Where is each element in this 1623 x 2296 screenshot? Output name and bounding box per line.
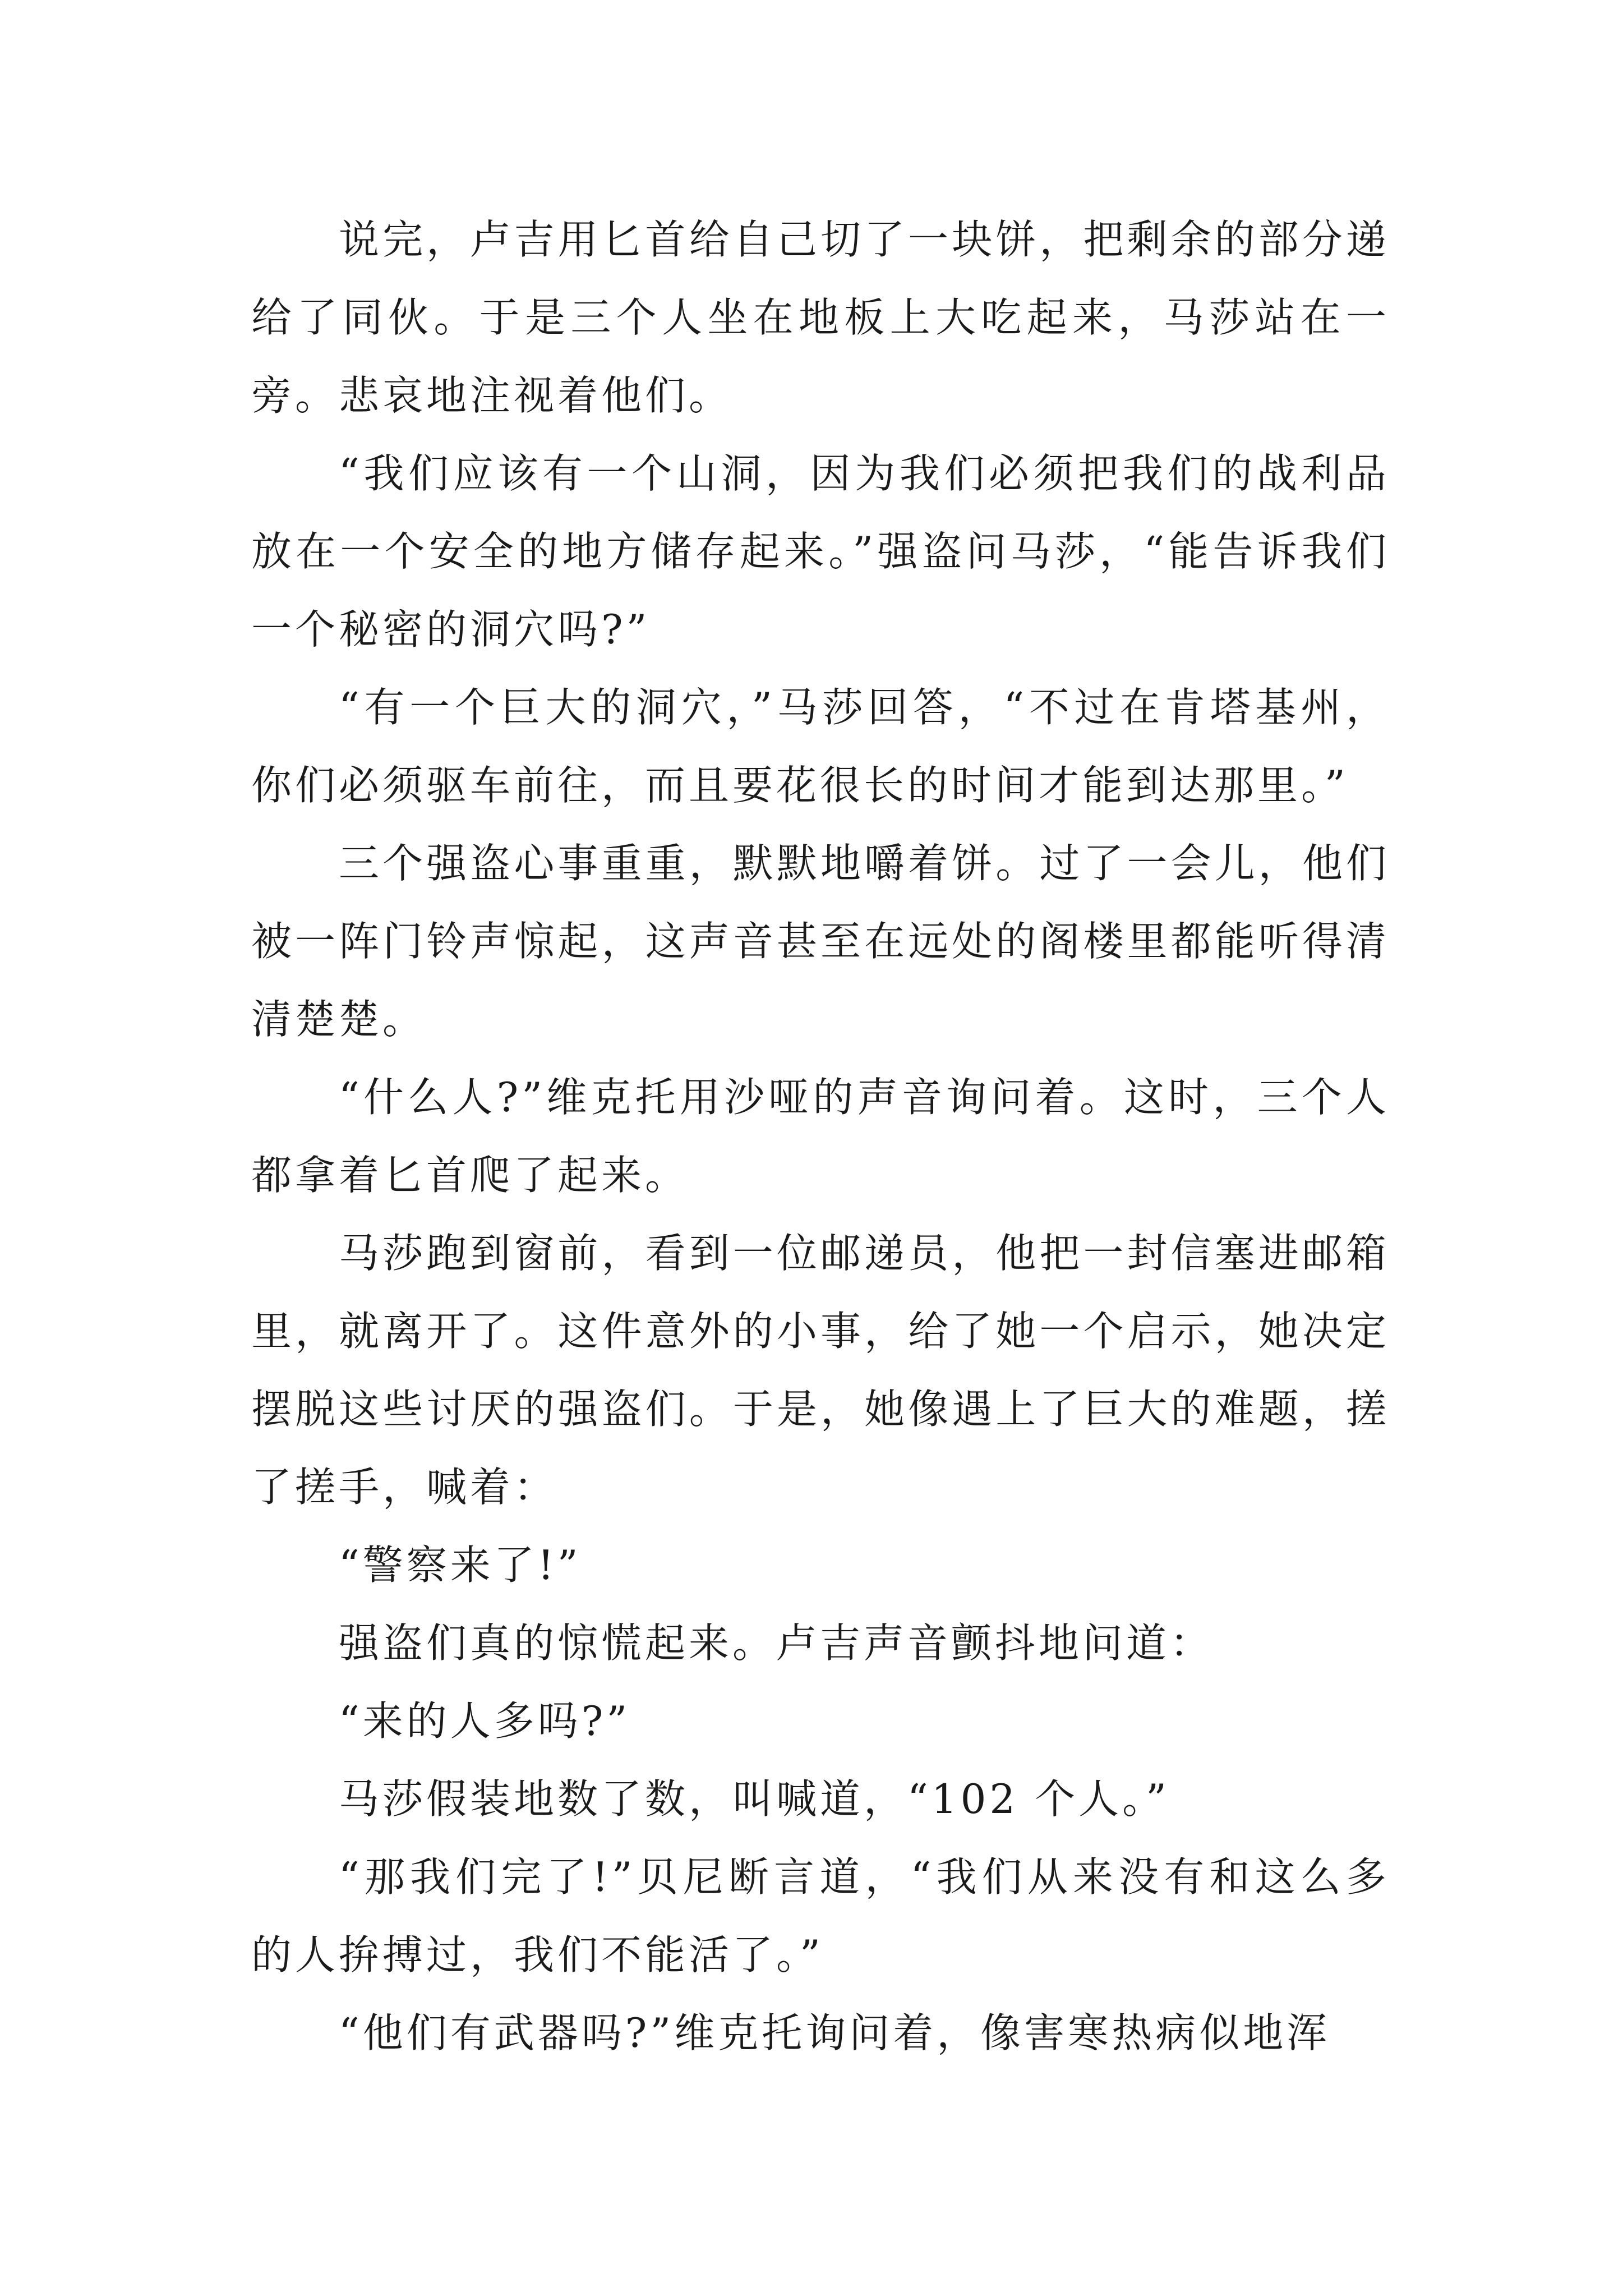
paragraph: “什么人?”维克托用沙哑的声音询问着。这时，三个人都拿着匕首爬了起来。 xyxy=(251,1074,1390,1199)
paragraph: “我们应该有一个山洞，因为我们必须把我们的战利品放在一个安全的地方储存起来。”强盗问马莎，“能告诉我们一个秘密的洞穴吗?” xyxy=(251,450,1390,653)
paragraph: “有一个巨大的洞穴，”马莎回答，“不过在肯塔基州，你们必须驱车前往，而且要花很长的时间才能到达那里。” xyxy=(251,684,1390,809)
paragraph: 马莎假装地数了数，叫喊道，“102 个人。” xyxy=(339,1775,1170,1823)
body-text xyxy=(251,201,1390,2072)
paragraph: “那我们完了!”贝尼断言道，“我们从来没有和这么多的人拚搏过，我们不能活了。” xyxy=(251,1853,1390,1978)
paragraph: 三个强盗心事重重，默默地嚼着饼。过了一会儿，他们被一阵门铃声惊起，这声音甚至在远处的阁楼里都能听得清清楚楚。 xyxy=(251,840,1390,1043)
paragraph: “警察来了!” xyxy=(339,1542,582,1589)
paragraph: 强盗们真的惊慌起来。卢吉声音颤抖地问道： xyxy=(339,1619,1214,1667)
paragraph: “来的人多吗?” xyxy=(339,1697,631,1745)
paragraph: 说完，卢吉用匕首给自己切了一块饼，把剩余的部分递给了同伙。于是三个人坐在地板上大吃起来，马莎站在一旁。悲哀地注视着他们。 xyxy=(251,216,1390,419)
paragraph: “他们有武器吗?”维克托询问着，像害寒热病似地浑 xyxy=(339,2009,1331,2056)
paragraph: 马莎跑到窗前，看到一位邮递员，他把一封信塞进邮箱里，就离开了。这件意外的小事，给了她一个启示，她决定摆脱这些讨厌的强盗们。于是，她像遇上了巨大的难题，搓了搓手，喊着： xyxy=(251,1230,1390,1511)
